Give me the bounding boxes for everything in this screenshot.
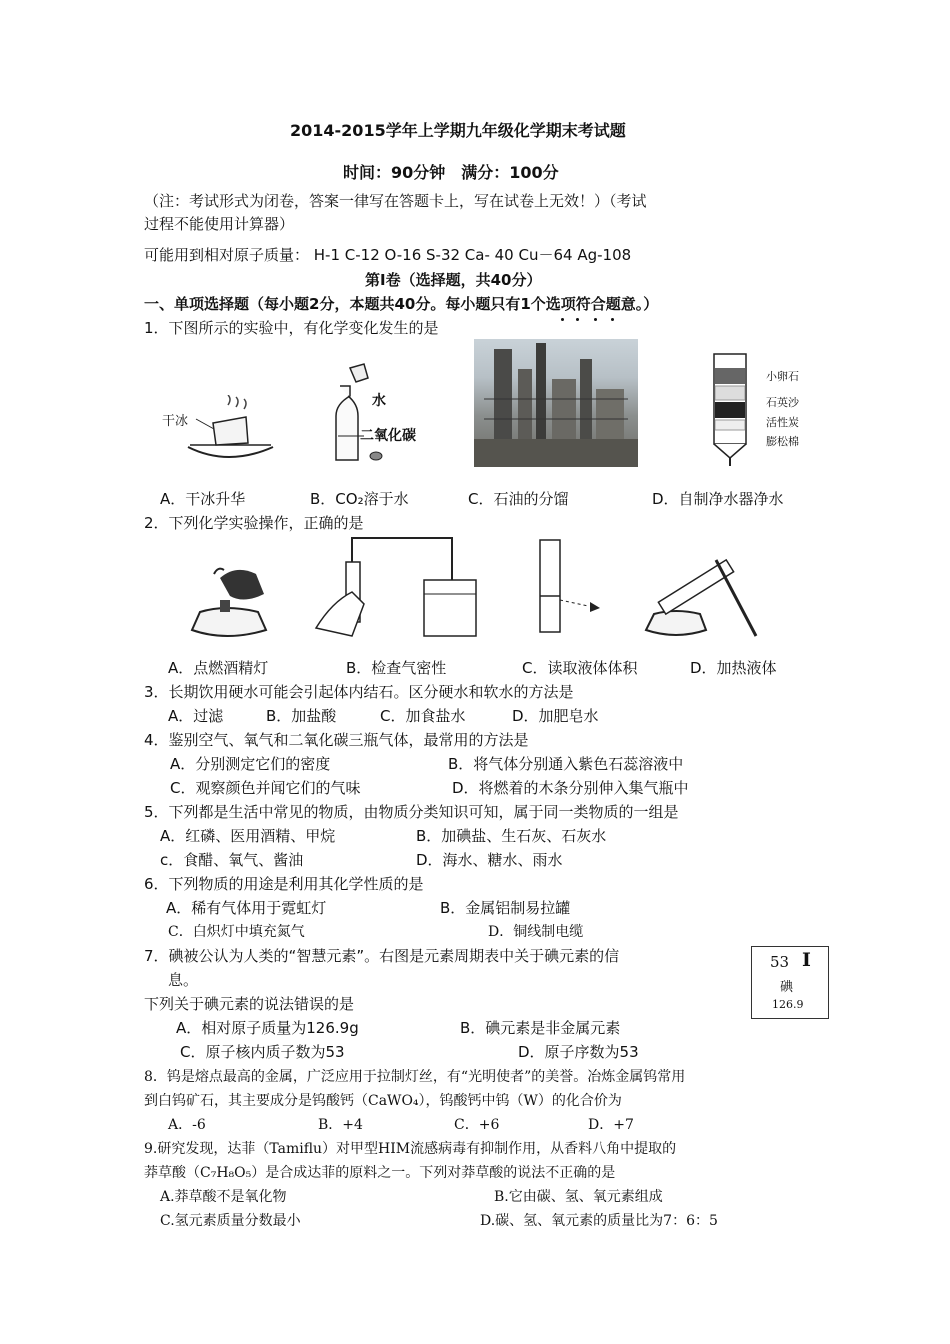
q9-option-d[interactable]: D.碳、氢、氧元素的质量比为7：6：5 bbox=[480, 1213, 718, 1229]
q2-option-a[interactable]: A．点燃酒精灯 bbox=[168, 659, 269, 677]
reading-liquid-volume-figure bbox=[516, 536, 606, 636]
water-label: 水 bbox=[372, 393, 386, 409]
q2-option-d[interactable]: D．加热液体 bbox=[690, 659, 777, 677]
exam-note-line1: （注：考试形式为闭卷，答案一律写在答题卡上，写在试卷上无效！）（考试 bbox=[144, 192, 647, 210]
iodine-symbol: I bbox=[802, 949, 811, 971]
q1-option-a[interactable]: A．干冰升华 bbox=[160, 490, 246, 508]
iodine-name: 碘 bbox=[780, 980, 794, 995]
section-heading: 一、单项选择题（每小题2分，本题共40分。每小题只有1个选项符合题意。） bbox=[144, 295, 659, 313]
exam-info: 时间：90分钟 满分：100分 bbox=[343, 163, 559, 182]
q4-option-b[interactable]: B．将气体分别通入紫色石蕊溶液中 bbox=[448, 755, 684, 773]
iodine-element-card bbox=[751, 946, 829, 1019]
co2-bottle-figure bbox=[320, 356, 430, 466]
q4-option-a[interactable]: A．分别测定它们的密度 bbox=[170, 755, 331, 773]
q5-option-d[interactable]: D．海水、糖水、雨水 bbox=[416, 851, 563, 869]
q6-stem: 6．下列物质的用途是利用其化学性质的是 bbox=[144, 875, 424, 893]
q7-option-c[interactable]: C．原子核内质子数为53 bbox=[180, 1043, 345, 1061]
q9-stem-line1: 9.研究发现，达菲（Tamiflu）对甲型HIM流感病毒有抑制作用，从香料八角中提取的 bbox=[144, 1141, 677, 1157]
q8-option-d[interactable]: D．+7 bbox=[588, 1117, 634, 1133]
q1-option-d[interactable]: D．自制净水器净水 bbox=[652, 490, 784, 508]
q3-option-b[interactable]: B．加盐酸 bbox=[266, 707, 337, 725]
q7-stem-line3: 下列关于碘元素的说法错误的是 bbox=[144, 995, 355, 1013]
q3-option-c[interactable]: C．加食盐水 bbox=[380, 707, 466, 725]
iodine-mass: 126.9 bbox=[772, 998, 804, 1011]
q6-option-d[interactable]: D．铜线制电缆 bbox=[488, 924, 584, 940]
q2-option-c[interactable]: C．读取液体体积 bbox=[522, 659, 638, 677]
co2-label: 二氧化碳 bbox=[360, 428, 416, 444]
q8-option-a[interactable]: A．-6 bbox=[168, 1117, 206, 1133]
q4-option-c[interactable]: C．观察颜色并闻它们的气味 bbox=[170, 779, 361, 797]
emphasis-dot bbox=[561, 318, 564, 321]
volume-heading: 第Ⅰ卷（选择题，共40分） bbox=[365, 271, 542, 289]
filter-label-carbon: 活性炭 bbox=[766, 416, 799, 429]
emphasis-dot bbox=[594, 318, 597, 321]
exam-title: 2014-2015学年上学期九年级化学期末考试题 bbox=[290, 121, 626, 140]
filter-label-cotton: 膨松棉 bbox=[766, 435, 799, 448]
q3-option-a[interactable]: A．过滤 bbox=[168, 707, 224, 725]
dry-ice-label: 干冰 bbox=[162, 414, 189, 429]
q8-stem-line2: 到白钨矿石，其主要成分是钨酸钙（CaWO₄），钨酸钙中钨（W）的化合价为 bbox=[144, 1093, 622, 1109]
q4-stem: 4．鉴别空气、氧气和二氧化碳三瓶气体，最常用的方法是 bbox=[144, 731, 529, 749]
q4-option-d[interactable]: D．将燃着的木条分别伸入集气瓶中 bbox=[452, 779, 689, 797]
q8-option-c[interactable]: C．+6 bbox=[454, 1117, 500, 1133]
q1-stem: 1．下图所示的实验中，有化学变化发生的是 bbox=[144, 319, 439, 337]
q9-stem-line2: 莽草酸（C₇H₈O₅）是合成达菲的原料之一。下列对莽草酸的说法不正确的是 bbox=[144, 1165, 616, 1181]
q6-option-a[interactable]: A．稀有气体用于霓虹灯 bbox=[166, 899, 327, 917]
dry-ice-figure bbox=[158, 395, 278, 465]
alcohol-lamp-lighting-figure bbox=[186, 560, 272, 640]
q7-option-b[interactable]: B．碘元素是非金属元素 bbox=[460, 1019, 621, 1037]
airtightness-check-figure bbox=[312, 532, 482, 642]
q1-option-b[interactable]: B．CO₂溶于水 bbox=[310, 490, 409, 508]
q6-option-b[interactable]: B．金属铝制易拉罐 bbox=[440, 899, 571, 917]
q9-option-a[interactable]: A.莽草酸不是氧化物 bbox=[160, 1189, 287, 1205]
iodine-atomic-number: 53 bbox=[770, 953, 790, 971]
filter-label-sand: 石英沙 bbox=[766, 396, 799, 409]
heating-liquid-figure bbox=[636, 540, 766, 640]
q3-stem: 3．长期饮用硬水可能会引起体内结石。区分硬水和软水的方法是 bbox=[144, 683, 574, 701]
q8-stem-line1: 8．钨是熔点最高的金属，广泛应用于拉制灯丝，有“光明使者”的美誉。冶炼金属钨常用 bbox=[144, 1069, 686, 1085]
water-filter-figure bbox=[708, 350, 752, 468]
q6-option-c[interactable]: C．白炽灯中填充氮气 bbox=[168, 924, 305, 940]
q5-option-c[interactable]: c．食醋、氧气、酱油 bbox=[160, 851, 304, 869]
q2-stem: 2．下列化学实验操作，正确的是 bbox=[144, 514, 364, 532]
q7-option-a[interactable]: A．相对原子质量为126.9g bbox=[176, 1019, 359, 1037]
exam-note-line2: 过程不能使用计算器） bbox=[144, 215, 295, 233]
oil-refinery-photo bbox=[474, 339, 638, 467]
q8-option-b[interactable]: B．+4 bbox=[318, 1117, 363, 1133]
q9-option-b[interactable]: B.它由碳、氢、氧元素组成 bbox=[494, 1189, 663, 1205]
q7-stem-line1: 7．碘被公认为人类的“智慧元素”。右图是元素周期表中关于碘元素的信 bbox=[144, 947, 620, 965]
q5-option-b[interactable]: B．加碘盐、生石灰、石灰水 bbox=[416, 827, 607, 845]
q5-option-a[interactable]: A．红磷、医用酒精、甲烷 bbox=[160, 827, 336, 845]
q3-option-d[interactable]: D．加肥皂水 bbox=[512, 707, 599, 725]
q2-option-b[interactable]: B．检查气密性 bbox=[346, 659, 447, 677]
emphasis-dot bbox=[576, 318, 579, 321]
emphasis-dot bbox=[611, 318, 614, 321]
atomic-mass-line: 可能用到相对原子质量： H-1 C-12 O-16 S-32 Ca- 40 Cu－64 Ag-108 bbox=[144, 246, 632, 264]
q7-stem-line2: 息。 bbox=[168, 971, 199, 989]
filter-label-pebble: 小卵石 bbox=[766, 370, 799, 383]
q9-option-c[interactable]: C.氢元素质量分数最小 bbox=[160, 1213, 301, 1229]
q7-option-d[interactable]: D．原子序数为53 bbox=[518, 1043, 639, 1061]
q1-option-c[interactable]: C．石油的分馏 bbox=[468, 490, 569, 508]
q5-stem: 5．下列都是生活中常见的物质，由物质分类知识可知，属于同一类物质的一组是 bbox=[144, 803, 679, 821]
